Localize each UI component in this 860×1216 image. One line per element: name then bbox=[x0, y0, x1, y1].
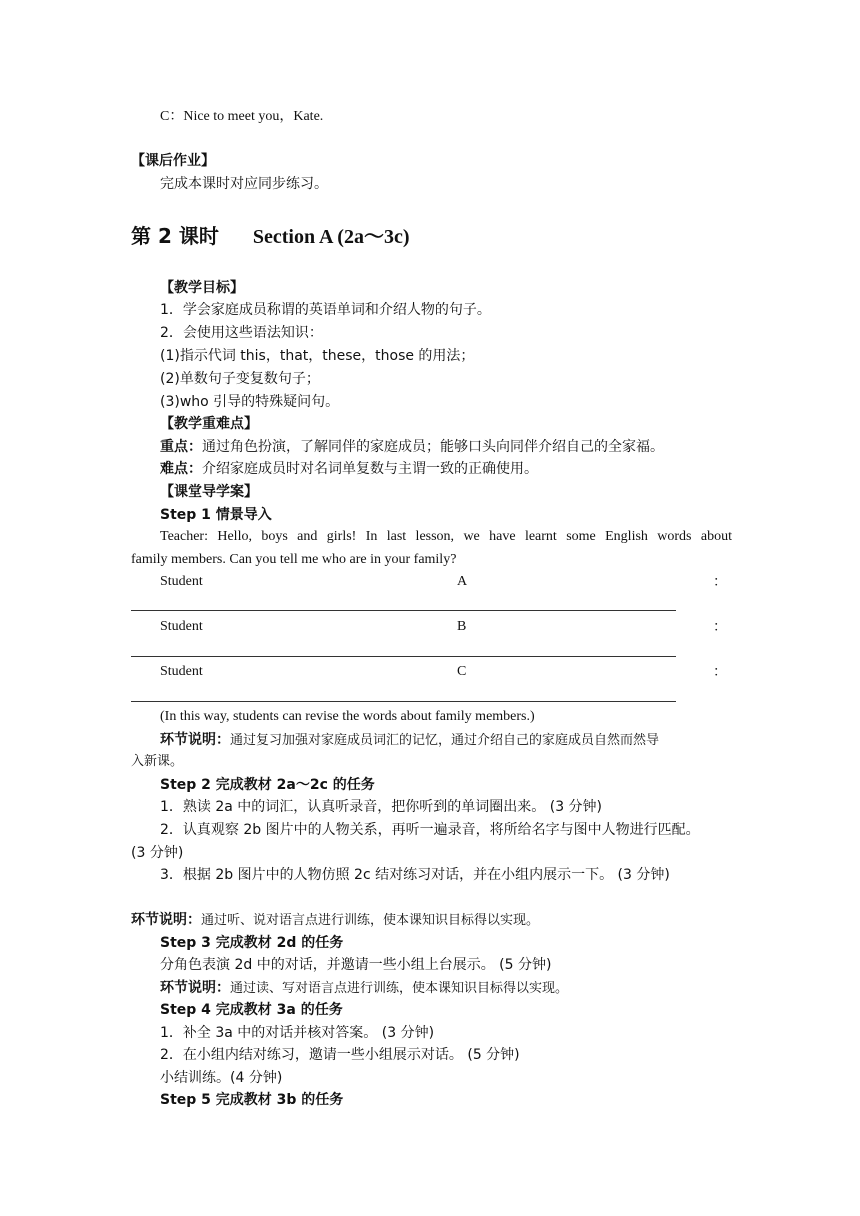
student-a-letter: A bbox=[457, 574, 468, 589]
goal-2-3: (3)who 引导的特殊疑问句。 bbox=[160, 394, 340, 410]
goal-2-1: (1)指示代词 this，that，these，those 的用法； bbox=[160, 348, 475, 364]
note-1-continued: 入新课。 bbox=[131, 754, 184, 769]
note-2-label: 环节说明： bbox=[131, 912, 201, 928]
lesson-title-cn: 第 2 课时 bbox=[131, 224, 219, 248]
goal-1: 1．学会家庭成员称谓的英语单词和介绍人物的句子。 bbox=[160, 302, 491, 318]
step2-item-2: 2．认真观察 2b 图片中的人物关系，再听一遍录音，将所给名字与图中人物进行匹配。 bbox=[160, 822, 700, 838]
goals-heading: 【教学目标】 bbox=[160, 280, 244, 296]
student-a-colon: ： bbox=[713, 574, 727, 590]
note-2 bbox=[131, 910, 539, 931]
difficult-point bbox=[160, 459, 538, 479]
student-b-letter: B bbox=[457, 619, 467, 634]
student-c-letter: C bbox=[457, 664, 467, 679]
lesson-title-en: Section A (2a～3c) bbox=[252, 226, 410, 248]
step2-item-3: 3．根据 2b 图片中的人物仿照 2c 结对练习对话，并在小组内展示一下。 (3 分钟) bbox=[160, 867, 670, 883]
step5-heading: Step 5 完成教材 3b 的任务 bbox=[160, 1092, 344, 1108]
key-label: 重点： bbox=[160, 439, 202, 455]
answer-line-c bbox=[131, 701, 676, 702]
teacher-line-1 bbox=[160, 527, 732, 547]
student-c-colon: ： bbox=[713, 664, 727, 680]
student-a-label: Student bbox=[160, 574, 203, 589]
step2-item-2-continued: (3 分钟) bbox=[131, 845, 184, 861]
note-3-text: 通过读、写对语言点进行训练，使本课知识目标得以实现。 bbox=[230, 981, 569, 996]
lesson-title bbox=[131, 223, 410, 250]
step4-heading: Step 4 完成教材 3a 的任务 bbox=[160, 1002, 343, 1018]
note-2-text: 通过听、说对语言点进行训练，使本课知识目标得以实现。 bbox=[201, 913, 540, 928]
note-3 bbox=[160, 978, 568, 999]
answer-line-a bbox=[131, 610, 676, 611]
student-c-label: Student bbox=[160, 664, 203, 679]
answer-line-b bbox=[131, 656, 676, 657]
step2-item-1: 1．熟读 2a 中的词汇，认真听录音，把你听到的单词圈出来。 (3 分钟) bbox=[160, 799, 603, 815]
teacher-line-1-text: Teacher: Hello, boys and girls! In last lesson, we have learnt some English words about bbox=[160, 529, 732, 544]
note-1 bbox=[160, 730, 659, 751]
homework-heading: 【课后作业】 bbox=[131, 153, 215, 169]
difficult-label: 难点： bbox=[160, 461, 202, 477]
goal-2: 2．会使用这些语法知识： bbox=[160, 325, 323, 341]
keypoints-heading: 【教学重难点】 bbox=[160, 416, 258, 432]
in-this-way-note: (In this way, students can revise the words about family members.) bbox=[160, 709, 535, 724]
step2-heading: Step 2 完成教材 2a～2c 的任务 bbox=[160, 777, 375, 793]
step3-heading: Step 3 完成教材 2d 的任务 bbox=[160, 935, 344, 951]
homework-text: 完成本课时对应同步练习。 bbox=[160, 176, 328, 192]
key-text: 通过角色扮演，了解同伴的家庭成员；能够口头向同伴介绍自己的全家福。 bbox=[202, 439, 664, 455]
student-b-label: Student bbox=[160, 619, 203, 634]
step3-item-1: 分角色表演 2d 中的对话，并邀请一些小组上台展示。 (5 分钟) bbox=[160, 957, 552, 973]
step1-heading: Step 1 情景导入 bbox=[160, 507, 272, 523]
note-1-label: 环节说明： bbox=[160, 732, 230, 748]
step4-item-3: 小结训练。(4 分钟) bbox=[160, 1070, 283, 1086]
difficult-text: 介绍家庭成员时对名词单复数与主谓一致的正确使用。 bbox=[202, 461, 538, 477]
key-point bbox=[160, 437, 664, 457]
note-1-text: 通过复习加强对家庭成员词汇的记忆，通过介绍自己的家庭成员自然而然导 bbox=[230, 733, 660, 748]
goal-2-2: (2)单数句子变复数句子； bbox=[160, 371, 320, 387]
option-c: C：Nice to meet you，Kate. bbox=[160, 109, 324, 124]
note-3-label: 环节说明： bbox=[160, 980, 230, 996]
step4-item-2: 2．在小组内结对练习，邀请一些小组展示对话。 (5 分钟) bbox=[160, 1047, 520, 1063]
teacher-line-2: family members. Can you tell me who are in your family? bbox=[131, 552, 457, 567]
student-b-colon: ： bbox=[713, 619, 727, 635]
guide-heading: 【课堂导学案】 bbox=[160, 484, 258, 500]
step4-item-1: 1．补全 3a 中的对话并核对答案。 (3 分钟) bbox=[160, 1025, 435, 1041]
